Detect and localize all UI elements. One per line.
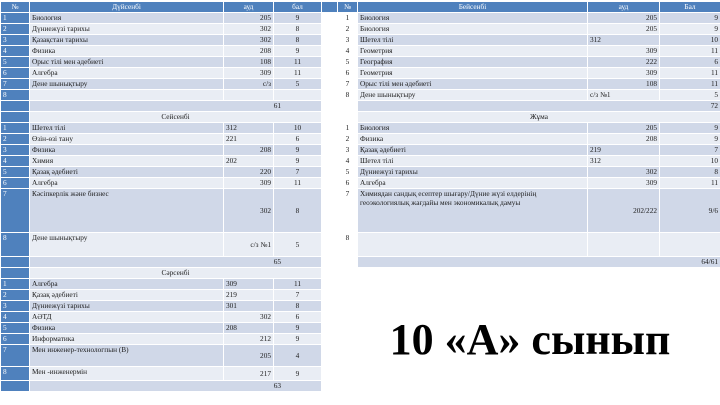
total-row <box>1 257 720 268</box>
lesson-subject: Кәсіпкерлік және бизнес <box>30 189 224 233</box>
lesson-row <box>1 46 720 57</box>
header-row <box>1 2 720 13</box>
lesson-score: 9 <box>274 46 322 57</box>
lesson-score: 4 <box>274 345 322 367</box>
lesson-room: 221 <box>224 134 274 145</box>
total-row <box>1 101 720 112</box>
lesson-score: 11 <box>274 178 322 189</box>
empty-right <box>338 290 720 301</box>
lesson-no: 1 <box>338 13 358 24</box>
lesson-no: 2 <box>338 134 358 145</box>
lesson-score: 9/6 <box>660 189 720 233</box>
gap-cell <box>322 189 338 233</box>
lesson-score: 5 <box>660 90 720 101</box>
lesson-subject: Қазақ әдебиеті <box>30 167 224 178</box>
lesson-no: 4 <box>338 46 358 57</box>
lesson-no: 2 <box>1 24 30 35</box>
lesson-no: 3 <box>338 35 358 46</box>
lesson-room: 312 <box>224 123 274 134</box>
lesson-subject: Алгебра <box>30 178 224 189</box>
header-room-right: ауд <box>588 2 660 13</box>
lesson-subject: Мен -инженермін <box>30 367 224 381</box>
gap-cell <box>322 345 338 367</box>
header-score-right: Бал <box>660 2 720 13</box>
lesson-subject: Алгебра <box>30 279 224 290</box>
lesson-score: 6 <box>660 57 720 68</box>
lesson-no: 5 <box>1 167 30 178</box>
lesson-room: 302 <box>224 35 274 46</box>
lesson-room <box>224 90 274 101</box>
lesson-no: 5 <box>1 57 30 68</box>
lesson-score: 11 <box>660 79 720 90</box>
lesson-subject: Дүниежүзі тарихы <box>358 167 588 178</box>
lesson-score: 9 <box>274 13 322 24</box>
lesson-room: 309 <box>224 279 274 290</box>
lesson-score: 5 <box>274 79 322 90</box>
lesson-subject: Биология <box>358 123 588 134</box>
lesson-subject: Дүниежүзі тарихы <box>30 24 224 35</box>
lesson-score: 9 <box>274 367 322 381</box>
lesson-no: 3 <box>338 145 358 156</box>
lesson-row <box>1 79 720 90</box>
gap-cell <box>322 334 338 345</box>
lesson-no: 6 <box>1 334 30 345</box>
lesson-subject: Физика <box>30 323 224 334</box>
total-row <box>1 381 720 392</box>
lesson-room: 205 <box>588 123 660 134</box>
lesson-subject: Физика <box>30 46 224 57</box>
lesson-room: 312 <box>588 35 660 46</box>
lesson-score: 11 <box>660 68 720 79</box>
lesson-room: 108 <box>224 57 274 68</box>
friday-title: Жұма <box>358 112 720 123</box>
lesson-score <box>274 90 322 101</box>
lesson-subject: Өзін-өзі тану <box>30 134 224 145</box>
lesson-room: с/з <box>224 79 274 90</box>
lesson-subject: Геометрия <box>358 46 588 57</box>
gap-cell <box>322 13 338 24</box>
lesson-score: 11 <box>660 178 720 189</box>
lesson-subject: Шетел тілі <box>30 123 224 134</box>
lesson-subject: Дене шынықтыру <box>30 79 224 90</box>
lesson-score: 7 <box>660 145 720 156</box>
lesson-score: 9 <box>660 24 720 35</box>
lesson-no: 1 <box>338 123 358 134</box>
lesson-score: 7 <box>274 167 322 178</box>
lesson-subject: Қазақстан тарихы <box>30 35 224 46</box>
lesson-room: 302 <box>588 167 660 178</box>
lesson-room: 309 <box>224 68 274 79</box>
lesson-room: 222 <box>588 57 660 68</box>
lesson-no: 1 <box>1 123 30 134</box>
lesson-room: 205 <box>588 13 660 24</box>
lesson-no: 5 <box>338 57 358 68</box>
lesson-room: 208 <box>224 323 274 334</box>
lesson-room: с/з №1 <box>224 233 274 257</box>
gap-cell <box>322 68 338 79</box>
lesson-no: 4 <box>1 156 30 167</box>
header-room-left: ауд <box>224 2 274 13</box>
lesson-score: 9 <box>274 145 322 156</box>
gap-cell <box>322 156 338 167</box>
lesson-no: 3 <box>1 145 30 156</box>
lesson-no: 2 <box>338 24 358 35</box>
lesson-room: 301 <box>224 301 274 312</box>
lesson-row <box>1 57 720 68</box>
gap-cell <box>322 57 338 68</box>
lesson-score: 6 <box>274 312 322 323</box>
lesson-score: 8 <box>274 24 322 35</box>
lesson-subject: Информатика <box>30 334 224 345</box>
lesson-score: 8 <box>274 35 322 46</box>
lesson-room: 202/222 <box>588 189 660 233</box>
lesson-subject: Физика <box>358 134 588 145</box>
lesson-no: 6 <box>338 178 358 189</box>
lesson-no: 6 <box>1 178 30 189</box>
lesson-score: 10 <box>274 123 322 134</box>
lesson-score: 8 <box>274 189 322 233</box>
gap-cell <box>322 46 338 57</box>
wednesday-total: 63 <box>30 381 322 392</box>
lesson-subject: Қазақ әдебиеті <box>358 145 588 156</box>
gap-cell <box>322 134 338 145</box>
class-title: 10 «А» сынып <box>389 315 671 364</box>
empty-right <box>338 279 720 290</box>
gap-cell <box>322 90 338 101</box>
lesson-subject <box>30 90 224 101</box>
lesson-no: 3 <box>1 301 30 312</box>
lesson-score: 9 <box>274 334 322 345</box>
lesson-score: 5 <box>274 233 322 257</box>
lesson-no: 7 <box>338 189 358 233</box>
gap-cell <box>322 145 338 156</box>
lesson-room: 217 <box>224 367 274 381</box>
lesson-room: 205 <box>588 24 660 35</box>
lesson-subject: Физика <box>30 145 224 156</box>
lesson-room: 309 <box>588 46 660 57</box>
lesson-room: 208 <box>224 145 274 156</box>
friday-total: 64/61 <box>358 257 720 268</box>
lesson-no: 6 <box>338 68 358 79</box>
lesson-score: 11 <box>274 57 322 68</box>
lesson-room: 302 <box>224 312 274 323</box>
lesson-row <box>1 68 720 79</box>
lesson-score: 6 <box>274 134 322 145</box>
lesson-score: 11 <box>274 68 322 79</box>
lesson-row <box>1 145 720 156</box>
lesson-no: 2 <box>1 290 30 301</box>
lesson-room: 205 <box>224 345 274 367</box>
lesson-row <box>1 24 720 35</box>
lesson-subject: Орыс тілі мен әдебиеті <box>358 79 588 90</box>
lesson-room: 108 <box>588 79 660 90</box>
lesson-subject: Дене шынықтыру <box>358 90 588 101</box>
lesson-no: 8 <box>338 233 358 257</box>
gap-cell <box>322 301 338 312</box>
gap-cell <box>322 290 338 301</box>
lesson-subject: Химиядан сандық есептер шығару/Дүние жүзі елдерінің геоэкологиялық жағдайы мен экономикалық дамуы <box>358 189 588 233</box>
lesson-room: 309 <box>588 178 660 189</box>
lesson-subject: Шетел тілі <box>358 156 588 167</box>
lesson-subject: АӘТД <box>30 312 224 323</box>
lesson-no: 6 <box>1 68 30 79</box>
lesson-room <box>588 233 660 257</box>
lesson-room: 219 <box>224 290 274 301</box>
lesson-no: 1 <box>1 13 30 24</box>
lesson-row <box>1 35 720 46</box>
lesson-row <box>1 134 720 145</box>
lesson-row <box>1 279 720 290</box>
lesson-subject: Шетел тілі <box>358 35 588 46</box>
lesson-score: 9 <box>660 13 720 24</box>
lesson-subject: Биология <box>358 13 588 24</box>
lesson-subject: Биология <box>30 13 224 24</box>
lesson-subject: Қазақ әдебиеті <box>30 290 224 301</box>
tuesday-title: Сейсенбі <box>30 112 322 123</box>
lesson-score: 9 <box>660 123 720 134</box>
lesson-score: 10 <box>660 35 720 46</box>
lesson-row <box>1 233 720 257</box>
gap-cell <box>322 233 338 257</box>
lesson-room: 220 <box>224 167 274 178</box>
lesson-no: 8 <box>1 233 30 257</box>
monday-total: 61 <box>30 101 322 112</box>
lesson-room: 208 <box>588 134 660 145</box>
header-gap <box>322 2 338 13</box>
lesson-no: 4 <box>338 156 358 167</box>
day-title-row <box>1 268 720 279</box>
lesson-no: 4 <box>1 312 30 323</box>
lesson-subject: Алгебра <box>358 178 588 189</box>
lesson-row <box>1 167 720 178</box>
tuesday-total: 65 <box>30 257 322 268</box>
lesson-no: 8 <box>338 90 358 101</box>
lesson-room: 202 <box>224 156 274 167</box>
lesson-no: 1 <box>1 279 30 290</box>
lesson-room: 212 <box>224 334 274 345</box>
lesson-row <box>1 189 720 233</box>
lesson-room: 219 <box>588 145 660 156</box>
gap-cell <box>322 79 338 90</box>
lesson-score: 9 <box>274 156 322 167</box>
lesson-score: 8 <box>274 301 322 312</box>
lesson-no: 2 <box>1 134 30 145</box>
thursday-total: 72 <box>358 101 720 112</box>
lesson-no: 7 <box>1 345 30 367</box>
lesson-score: 8 <box>660 167 720 178</box>
lesson-no: 5 <box>1 323 30 334</box>
lesson-subject: Биология <box>358 24 588 35</box>
gap-cell <box>322 279 338 290</box>
lesson-no: 8 <box>1 367 30 381</box>
lesson-room: 205 <box>224 13 274 24</box>
header-score-left: бал <box>274 2 322 13</box>
lesson-no: 4 <box>1 46 30 57</box>
lesson-score: 9 <box>660 134 720 145</box>
lesson-room: 302 <box>224 189 274 233</box>
lesson-score <box>660 233 720 257</box>
header-thursday: Бейсенбі <box>358 2 588 13</box>
header-no-left: № <box>1 2 30 13</box>
lesson-subject: Алгебра <box>30 68 224 79</box>
lesson-no: 3 <box>1 35 30 46</box>
gap-cell <box>322 323 338 334</box>
wednesday-title: Сәрсенбі <box>30 268 322 279</box>
lesson-room: 309 <box>224 178 274 189</box>
lesson-room: с/з №1 <box>588 90 660 101</box>
lesson-score: 11 <box>274 279 322 290</box>
lesson-no: 7 <box>1 79 30 90</box>
lesson-row <box>1 290 720 301</box>
day-title-row <box>1 112 720 123</box>
gap-cell <box>322 123 338 134</box>
lesson-room: 312 <box>588 156 660 167</box>
lesson-no: 7 <box>338 79 358 90</box>
gap-cell <box>322 24 338 35</box>
lesson-row <box>1 178 720 189</box>
lesson-subject: Дүниежүзі тарихы <box>30 301 224 312</box>
header-monday: Дүйсенбі <box>30 2 224 13</box>
lesson-room: 309 <box>588 68 660 79</box>
lesson-row <box>1 90 720 101</box>
lesson-subject <box>358 233 588 257</box>
lesson-row <box>1 156 720 167</box>
header-no-right: № <box>338 2 358 13</box>
lesson-no: 5 <box>338 167 358 178</box>
lesson-subject: Химия <box>30 156 224 167</box>
lesson-row <box>1 13 720 24</box>
lesson-score: 9 <box>274 323 322 334</box>
lesson-subject: Орыс тілі мен әдебиеті <box>30 57 224 68</box>
lesson-score: 7 <box>274 290 322 301</box>
gap-cell <box>322 167 338 178</box>
lesson-subject: Мен инженер-технологпын (В) <box>30 345 224 367</box>
lesson-room: 208 <box>224 46 274 57</box>
lesson-subject: География <box>358 57 588 68</box>
lesson-subject: Дене шынықтыру <box>30 233 224 257</box>
lesson-no: 7 <box>1 189 30 233</box>
lesson-subject: Геометрия <box>358 68 588 79</box>
lesson-score: 10 <box>660 156 720 167</box>
gap-cell <box>322 35 338 46</box>
gap-cell <box>322 178 338 189</box>
gap-cell <box>322 367 338 381</box>
lesson-no: 8 <box>1 90 30 101</box>
lesson-room: 302 <box>224 24 274 35</box>
gap-cell <box>322 312 338 323</box>
lesson-row <box>1 123 720 134</box>
lesson-score: 11 <box>660 46 720 57</box>
